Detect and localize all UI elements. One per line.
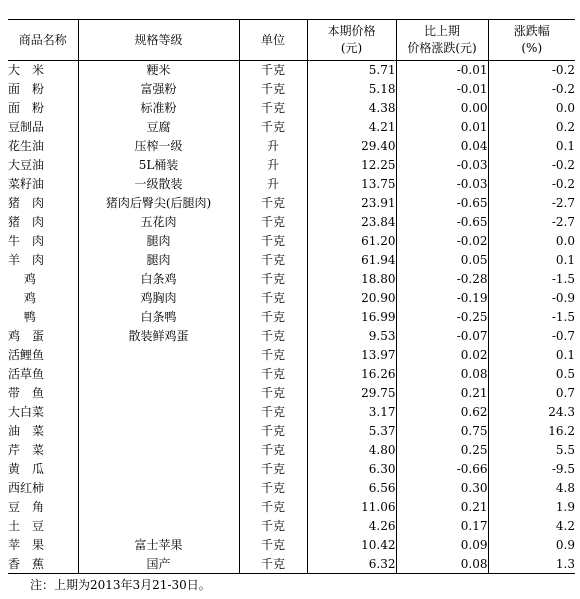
cell-price: 4.21 bbox=[307, 118, 396, 137]
cell-spec: 鸡胸肉 bbox=[78, 289, 239, 308]
cell-spec: 富强粉 bbox=[78, 80, 239, 99]
cell-name: 猪 肉 bbox=[8, 213, 78, 232]
cell-price: 6.32 bbox=[307, 555, 396, 574]
cell-change: -0.28 bbox=[396, 270, 488, 289]
cell-name: 土 豆 bbox=[8, 517, 78, 536]
cell-unit: 升 bbox=[239, 137, 307, 156]
table-body bbox=[8, 61, 575, 574]
cell-price: 61.20 bbox=[307, 232, 396, 251]
cell-price: 16.26 bbox=[307, 365, 396, 384]
cell-name: 芹 菜 bbox=[8, 441, 78, 460]
cell-pct: 0.9 bbox=[555, 538, 575, 552]
cell-pct: 4.8 bbox=[555, 481, 575, 495]
cell-price: 29.40 bbox=[307, 137, 396, 156]
cell-spec: 腿肉 bbox=[78, 232, 239, 251]
cell-unit: 千克 bbox=[239, 61, 307, 80]
cell-name: 面 粉 bbox=[8, 99, 78, 118]
cell-unit: 千克 bbox=[239, 365, 307, 384]
table-row bbox=[8, 137, 575, 156]
cell-unit: 千克 bbox=[239, 232, 307, 251]
cell-price: 29.75 bbox=[307, 384, 396, 403]
table-row bbox=[8, 422, 575, 441]
cell-name: 大白菜 bbox=[8, 403, 78, 422]
cell-price: 16.99 bbox=[307, 308, 396, 327]
table-row bbox=[8, 251, 575, 270]
cell-unit: 千克 bbox=[239, 80, 307, 99]
cell-change: 0.08 bbox=[396, 365, 488, 384]
cell-price: 10.42 bbox=[307, 536, 396, 555]
cell-spec bbox=[78, 460, 239, 479]
cell-change: 0.25 bbox=[396, 441, 488, 460]
cell-price: 23.91 bbox=[307, 194, 396, 213]
header-change-line1: 比上期 bbox=[423, 24, 460, 38]
header-price-line2: (元) bbox=[340, 41, 363, 55]
cell-price: 5.37 bbox=[307, 422, 396, 441]
table-row bbox=[8, 498, 575, 517]
cell-pct: 0.7 bbox=[555, 386, 575, 400]
table-row bbox=[8, 80, 575, 99]
cell-pct: 0.1 bbox=[555, 139, 575, 153]
cell-change: 0.75 bbox=[396, 422, 488, 441]
cell-unit: 千克 bbox=[239, 498, 307, 517]
table-row bbox=[8, 118, 575, 137]
cell-name: 菜籽油 bbox=[8, 175, 78, 194]
cell-spec: 5L桶装 bbox=[78, 156, 239, 175]
cell-name: 香 蕉 bbox=[8, 555, 78, 574]
cell-price: 9.53 bbox=[307, 327, 396, 346]
table-row bbox=[8, 460, 575, 479]
table-row bbox=[8, 232, 575, 251]
cell-change: -0.03 bbox=[396, 175, 488, 194]
cell-pct: 0.0 bbox=[555, 101, 575, 115]
cell-change: -0.01 bbox=[396, 80, 488, 99]
table-row bbox=[8, 99, 575, 118]
cell-unit: 千克 bbox=[239, 194, 307, 213]
cell-change: 0.21 bbox=[396, 498, 488, 517]
table-row bbox=[8, 194, 575, 213]
cell-change: 0.62 bbox=[396, 403, 488, 422]
cell-spec bbox=[78, 365, 239, 384]
cell-spec: 白条鸡 bbox=[78, 270, 239, 289]
cell-spec: 标准粉 bbox=[78, 99, 239, 118]
cell-unit: 升 bbox=[239, 175, 307, 194]
cell-pct: -2.7 bbox=[551, 196, 575, 210]
cell-spec: 国产 bbox=[78, 555, 239, 574]
cell-unit: 千克 bbox=[239, 289, 307, 308]
table-row bbox=[8, 270, 575, 289]
table-row bbox=[8, 479, 575, 498]
header-change bbox=[396, 20, 488, 61]
cell-price: 13.97 bbox=[307, 346, 396, 365]
cell-pct: -1.5 bbox=[551, 310, 575, 324]
cell-price: 13.75 bbox=[307, 175, 396, 194]
cell-name: 大 米 bbox=[8, 61, 78, 80]
cell-price: 20.90 bbox=[307, 289, 396, 308]
cell-change: -0.25 bbox=[396, 308, 488, 327]
cell-pct: 1.9 bbox=[555, 500, 575, 514]
cell-unit: 升 bbox=[239, 156, 307, 175]
cell-pct: 0.5 bbox=[555, 367, 575, 381]
cell-unit: 千克 bbox=[239, 536, 307, 555]
cell-change: 0.09 bbox=[396, 536, 488, 555]
cell-name: 面 粉 bbox=[8, 80, 78, 99]
cell-spec: 富士苹果 bbox=[78, 536, 239, 555]
cell-spec bbox=[78, 384, 239, 403]
cell-name: 花生油 bbox=[8, 137, 78, 156]
cell-unit: 千克 bbox=[239, 308, 307, 327]
cell-unit: 千克 bbox=[239, 384, 307, 403]
header-change-line2: 价格涨跌(元) bbox=[407, 41, 477, 55]
cell-spec bbox=[78, 441, 239, 460]
cell-name: 大豆油 bbox=[8, 156, 78, 175]
price-table bbox=[8, 19, 575, 574]
cell-unit: 千克 bbox=[239, 460, 307, 479]
cell-spec: 压榨一级 bbox=[78, 137, 239, 156]
cell-change: 0.08 bbox=[396, 555, 488, 574]
header-pct-line2: (%) bbox=[521, 41, 543, 55]
cell-spec: 白条鸭 bbox=[78, 308, 239, 327]
cell-spec bbox=[78, 403, 239, 422]
cell-price: 12.25 bbox=[307, 156, 396, 175]
cell-price: 3.17 bbox=[307, 403, 396, 422]
header-spec: 规格等级 bbox=[78, 20, 239, 61]
cell-price: 4.38 bbox=[307, 99, 396, 118]
cell-spec: 豆腐 bbox=[78, 118, 239, 137]
cell-spec: 一级散装 bbox=[78, 175, 239, 194]
cell-change: 0.21 bbox=[396, 384, 488, 403]
cell-name: 豆制品 bbox=[8, 118, 78, 137]
cell-unit: 千克 bbox=[239, 403, 307, 422]
table-row bbox=[8, 156, 575, 175]
cell-spec bbox=[78, 346, 239, 365]
cell-pct: 0.1 bbox=[555, 348, 575, 362]
cell-price: 11.06 bbox=[307, 498, 396, 517]
table-row bbox=[8, 213, 575, 232]
cell-price: 4.80 bbox=[307, 441, 396, 460]
cell-name: 羊 肉 bbox=[8, 251, 78, 270]
table-row bbox=[8, 403, 575, 422]
header-unit: 单位 bbox=[239, 20, 307, 61]
table-row bbox=[8, 441, 575, 460]
cell-spec: 散装鲜鸡蛋 bbox=[78, 327, 239, 346]
header-pct bbox=[488, 20, 575, 61]
cell-change: 0.01 bbox=[396, 118, 488, 137]
table-header-row bbox=[8, 20, 575, 61]
cell-unit: 千克 bbox=[239, 517, 307, 536]
cell-name: 鸭 bbox=[8, 308, 78, 327]
table-row bbox=[8, 555, 575, 574]
cell-pct: 0.1 bbox=[555, 253, 575, 267]
cell-pct: 4.2 bbox=[555, 519, 575, 533]
cell-name: 苹 果 bbox=[8, 536, 78, 555]
cell-name: 鸡 bbox=[8, 289, 78, 308]
cell-name: 活鲤鱼 bbox=[8, 346, 78, 365]
cell-pct: -1.5 bbox=[551, 272, 575, 286]
cell-unit: 千克 bbox=[239, 441, 307, 460]
header-price bbox=[307, 20, 396, 61]
cell-change: 0.05 bbox=[396, 251, 488, 270]
header-name: 商品名称 bbox=[8, 20, 78, 61]
table-row bbox=[8, 61, 575, 80]
cell-change: -0.07 bbox=[396, 327, 488, 346]
cell-change: 0.17 bbox=[396, 517, 488, 536]
cell-pct: -0.2 bbox=[551, 158, 575, 172]
cell-unit: 千克 bbox=[239, 213, 307, 232]
table-row bbox=[8, 289, 575, 308]
cell-change: 0.30 bbox=[396, 479, 488, 498]
cell-pct: -9.5 bbox=[551, 462, 575, 476]
cell-name: 油 菜 bbox=[8, 422, 78, 441]
cell-pct: -2.7 bbox=[551, 215, 575, 229]
cell-pct: 24.3 bbox=[548, 405, 575, 419]
table-row bbox=[8, 346, 575, 365]
cell-unit: 千克 bbox=[239, 118, 307, 137]
cell-name: 黄 瓜 bbox=[8, 460, 78, 479]
footnote: 注：上期为2013年3月21-30日。 bbox=[30, 578, 211, 592]
cell-price: 6.56 bbox=[307, 479, 396, 498]
table-row bbox=[8, 175, 575, 194]
cell-pct: 0.2 bbox=[555, 120, 575, 134]
cell-name: 鸡 蛋 bbox=[8, 327, 78, 346]
cell-name: 豆 角 bbox=[8, 498, 78, 517]
cell-pct: 0.0 bbox=[555, 234, 575, 248]
cell-pct: -0.7 bbox=[551, 329, 575, 343]
table-row bbox=[8, 327, 575, 346]
cell-unit: 千克 bbox=[239, 346, 307, 365]
table-row bbox=[8, 384, 575, 403]
cell-pct: 5.5 bbox=[555, 443, 575, 457]
cell-spec: 猪肉后臀尖(后腿肉) bbox=[78, 194, 239, 213]
cell-price: 18.80 bbox=[307, 270, 396, 289]
cell-change: 0.04 bbox=[396, 137, 488, 156]
cell-pct: -0.2 bbox=[551, 177, 575, 191]
cell-change: -0.02 bbox=[396, 232, 488, 251]
cell-change: -0.65 bbox=[396, 213, 488, 232]
cell-pct: 1.3 bbox=[488, 555, 575, 574]
cell-pct: 16.2 bbox=[548, 424, 575, 438]
cell-spec bbox=[78, 422, 239, 441]
cell-pct: -0.2 bbox=[551, 82, 575, 96]
cell-price: 6.30 bbox=[307, 460, 396, 479]
cell-name: 活草鱼 bbox=[8, 365, 78, 384]
cell-price: 61.94 bbox=[307, 251, 396, 270]
cell-change: -0.66 bbox=[396, 460, 488, 479]
cell-unit: 千克 bbox=[239, 251, 307, 270]
cell-change: -0.01 bbox=[396, 61, 488, 80]
cell-unit: 千克 bbox=[239, 327, 307, 346]
header-price-line1: 本期价格 bbox=[327, 24, 376, 38]
cell-name: 西红柿 bbox=[8, 479, 78, 498]
cell-spec: 腿肉 bbox=[78, 251, 239, 270]
cell-price: 5.18 bbox=[307, 80, 396, 99]
cell-price: 5.71 bbox=[307, 61, 396, 80]
cell-unit: 千克 bbox=[239, 99, 307, 118]
cell-change: -0.65 bbox=[396, 194, 488, 213]
cell-unit: 千克 bbox=[239, 479, 307, 498]
cell-pct: -0.2 bbox=[551, 63, 575, 78]
cell-change: 0.00 bbox=[396, 99, 488, 118]
header-pct-line1: 涨跌幅 bbox=[513, 24, 550, 38]
table-row bbox=[8, 536, 575, 555]
table-row bbox=[8, 365, 575, 384]
cell-name: 带 鱼 bbox=[8, 384, 78, 403]
cell-pct: -0.9 bbox=[551, 291, 575, 305]
cell-price: 23.84 bbox=[307, 213, 396, 232]
cell-name: 猪 肉 bbox=[8, 194, 78, 213]
cell-change: 0.02 bbox=[396, 346, 488, 365]
cell-unit: 千克 bbox=[239, 555, 307, 574]
table-row bbox=[8, 517, 575, 536]
cell-spec bbox=[78, 479, 239, 498]
cell-price: 4.26 bbox=[307, 517, 396, 536]
cell-spec bbox=[78, 498, 239, 517]
cell-change: -0.03 bbox=[396, 156, 488, 175]
cell-name: 牛 肉 bbox=[8, 232, 78, 251]
table-row bbox=[8, 308, 575, 327]
cell-unit: 千克 bbox=[239, 270, 307, 289]
cell-name: 鸡 bbox=[8, 270, 78, 289]
cell-unit: 千克 bbox=[239, 422, 307, 441]
cell-spec bbox=[78, 517, 239, 536]
cell-spec: 粳米 bbox=[78, 61, 239, 80]
cell-spec: 五花肉 bbox=[78, 213, 239, 232]
cell-change: -0.19 bbox=[396, 289, 488, 308]
